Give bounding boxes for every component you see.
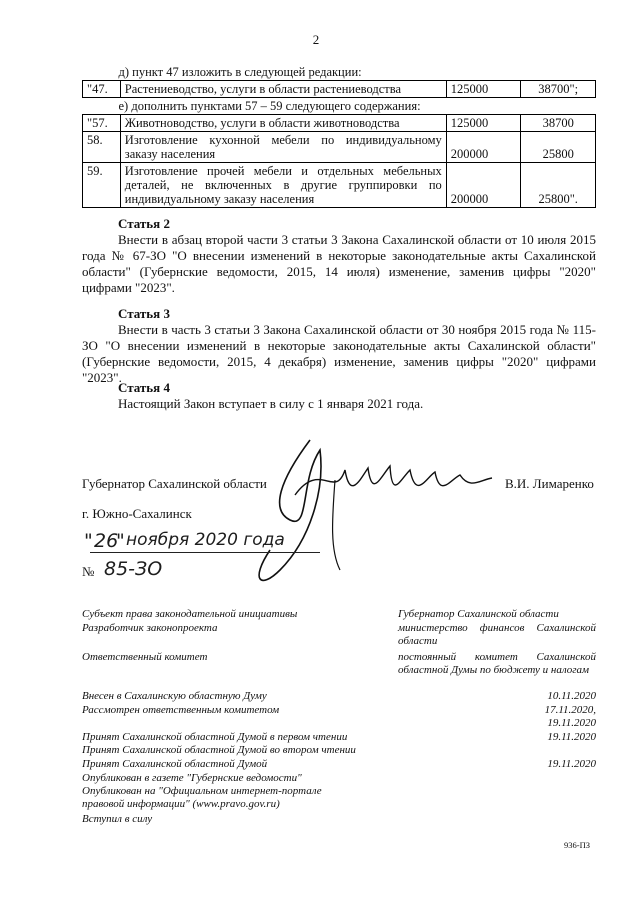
governor-title: Губернатор Сахалинской области (82, 476, 267, 491)
row-value-1: 125000 (446, 81, 521, 98)
row-value-1: 125000 (446, 115, 521, 132)
signing-date (82, 530, 332, 556)
row-value-2: 25800". (521, 163, 596, 208)
row-value-2: 25800 (521, 132, 596, 163)
table-row (83, 81, 596, 98)
subject-label: Субъект права законодательной инициативы (82, 608, 298, 620)
developer-label: Разработчик законопроекта (82, 622, 218, 634)
row-value-1: 200000 (446, 132, 521, 163)
city: г. Южно-Сахалинск (82, 506, 192, 521)
row-number: "47. (83, 81, 121, 98)
in-force-label: Вступил в силу (82, 813, 153, 825)
law-number: 85-ЗО (104, 558, 163, 580)
introduced-label: Внесен в Сахалинскую областную Думу (82, 690, 267, 702)
table-row (83, 115, 596, 132)
quote-close: " (116, 530, 125, 552)
governor-name: В.И. Лимаренко (505, 476, 594, 491)
date-month-year: ноября 2020 года (126, 530, 285, 550)
row-value-2: 38700"; (521, 81, 596, 98)
amendments-table (82, 64, 596, 208)
row-number: 58. (83, 132, 121, 163)
row-value-1: 200000 (446, 163, 521, 208)
subject-value: Губернатор Сахалинской области (398, 608, 559, 620)
row-value-2: 38700 (521, 115, 596, 132)
table-row (83, 163, 596, 208)
document-code: 936-ПЗ (564, 840, 590, 850)
second-reading-label: Принят Сахалинской областной Думой во втором чтении (82, 744, 356, 756)
row-name: Животноводство, услуги в области животноводства (120, 115, 446, 132)
adopted-date: 19.11.2020 (547, 758, 596, 770)
developer-value: министерство финансов Сахалинской области (398, 622, 596, 647)
article-4-text: Настоящий Закон вступает в силу с 1 января 2021 года. (118, 396, 424, 411)
introduced-date: 10.11.2020 (547, 690, 596, 702)
published-gazette-label: Опубликован в газете "Губернские ведомости" (82, 772, 302, 784)
article-3-heading: Статья 3 (118, 306, 170, 321)
table-row (83, 64, 596, 81)
published-portal-label: Опубликован на "Официальном интернет-портале правовой информации" (www.pravo.gov.ru) (82, 785, 322, 810)
page-number: 2 (312, 32, 320, 47)
row-number: "57. (83, 115, 121, 132)
reviewed-date-1: 17.11.2020, (544, 704, 596, 716)
quote-open: " (84, 530, 93, 552)
handwritten-signature (240, 420, 520, 600)
law-number-label: № (82, 564, 95, 579)
table-row (83, 132, 596, 163)
row-name: Изготовление кухонной мебели по индивидуальному заказу населения (120, 132, 446, 163)
table-row (83, 98, 596, 115)
row-number: 59. (83, 163, 121, 208)
reviewed-date-2: 19.11.2020 (547, 717, 596, 729)
article-2-heading: Статья 2 (118, 216, 170, 231)
first-reading-label: Принят Сахалинской областной Думой в первом чтении (82, 731, 348, 743)
adopted-label: Принят Сахалинской областной Думой (82, 758, 268, 770)
row-name: Растениеводство, услуги в области растениеводства (120, 81, 446, 98)
intro-d: д) пункт 47 изложить в следующей редакции: (83, 64, 596, 81)
reviewed-label: Рассмотрен ответственным комитетом (82, 704, 280, 716)
intro-e: е) дополнить пунктами 57 – 59 следующего содержания: (83, 98, 596, 115)
committee-value: постоянный комитет Сахалинской областной Думы по бюджету и налогам (398, 651, 596, 676)
date-day: 26 (94, 530, 119, 552)
committee-label: Ответственный комитет (82, 651, 208, 663)
article-4-heading: Статья 4 (118, 380, 170, 395)
row-name: Изготовление прочей мебели и отдельных мебельных деталей, не включенных в другие группировки по индивидуальному заказу населения (120, 163, 446, 208)
article-3-text: Внести в часть 3 статьи 3 Закона Сахалинской области от 30 ноября 2015 года № 115-ЗО "О внесении изменений в некоторые законодательные акты Сахалинской области" (Губернские ведомости, 2015, 4 декабря) изменение, заменив цифры "2020" цифрами "2023". (82, 322, 596, 385)
article-2-text: Внести в абзац второй части 3 статьи 3 Закона Сахалинской области от 10 июля 2015 года № 67-ЗО "О внесении изменений в некоторые законодательные акты Сахалинской области" (Губернские ведомости, 2015, 14 июля) изменение, заменив цифры "2020" цифрами "2023". (82, 232, 596, 295)
first-reading-date: 19.11.2020 (547, 731, 596, 743)
